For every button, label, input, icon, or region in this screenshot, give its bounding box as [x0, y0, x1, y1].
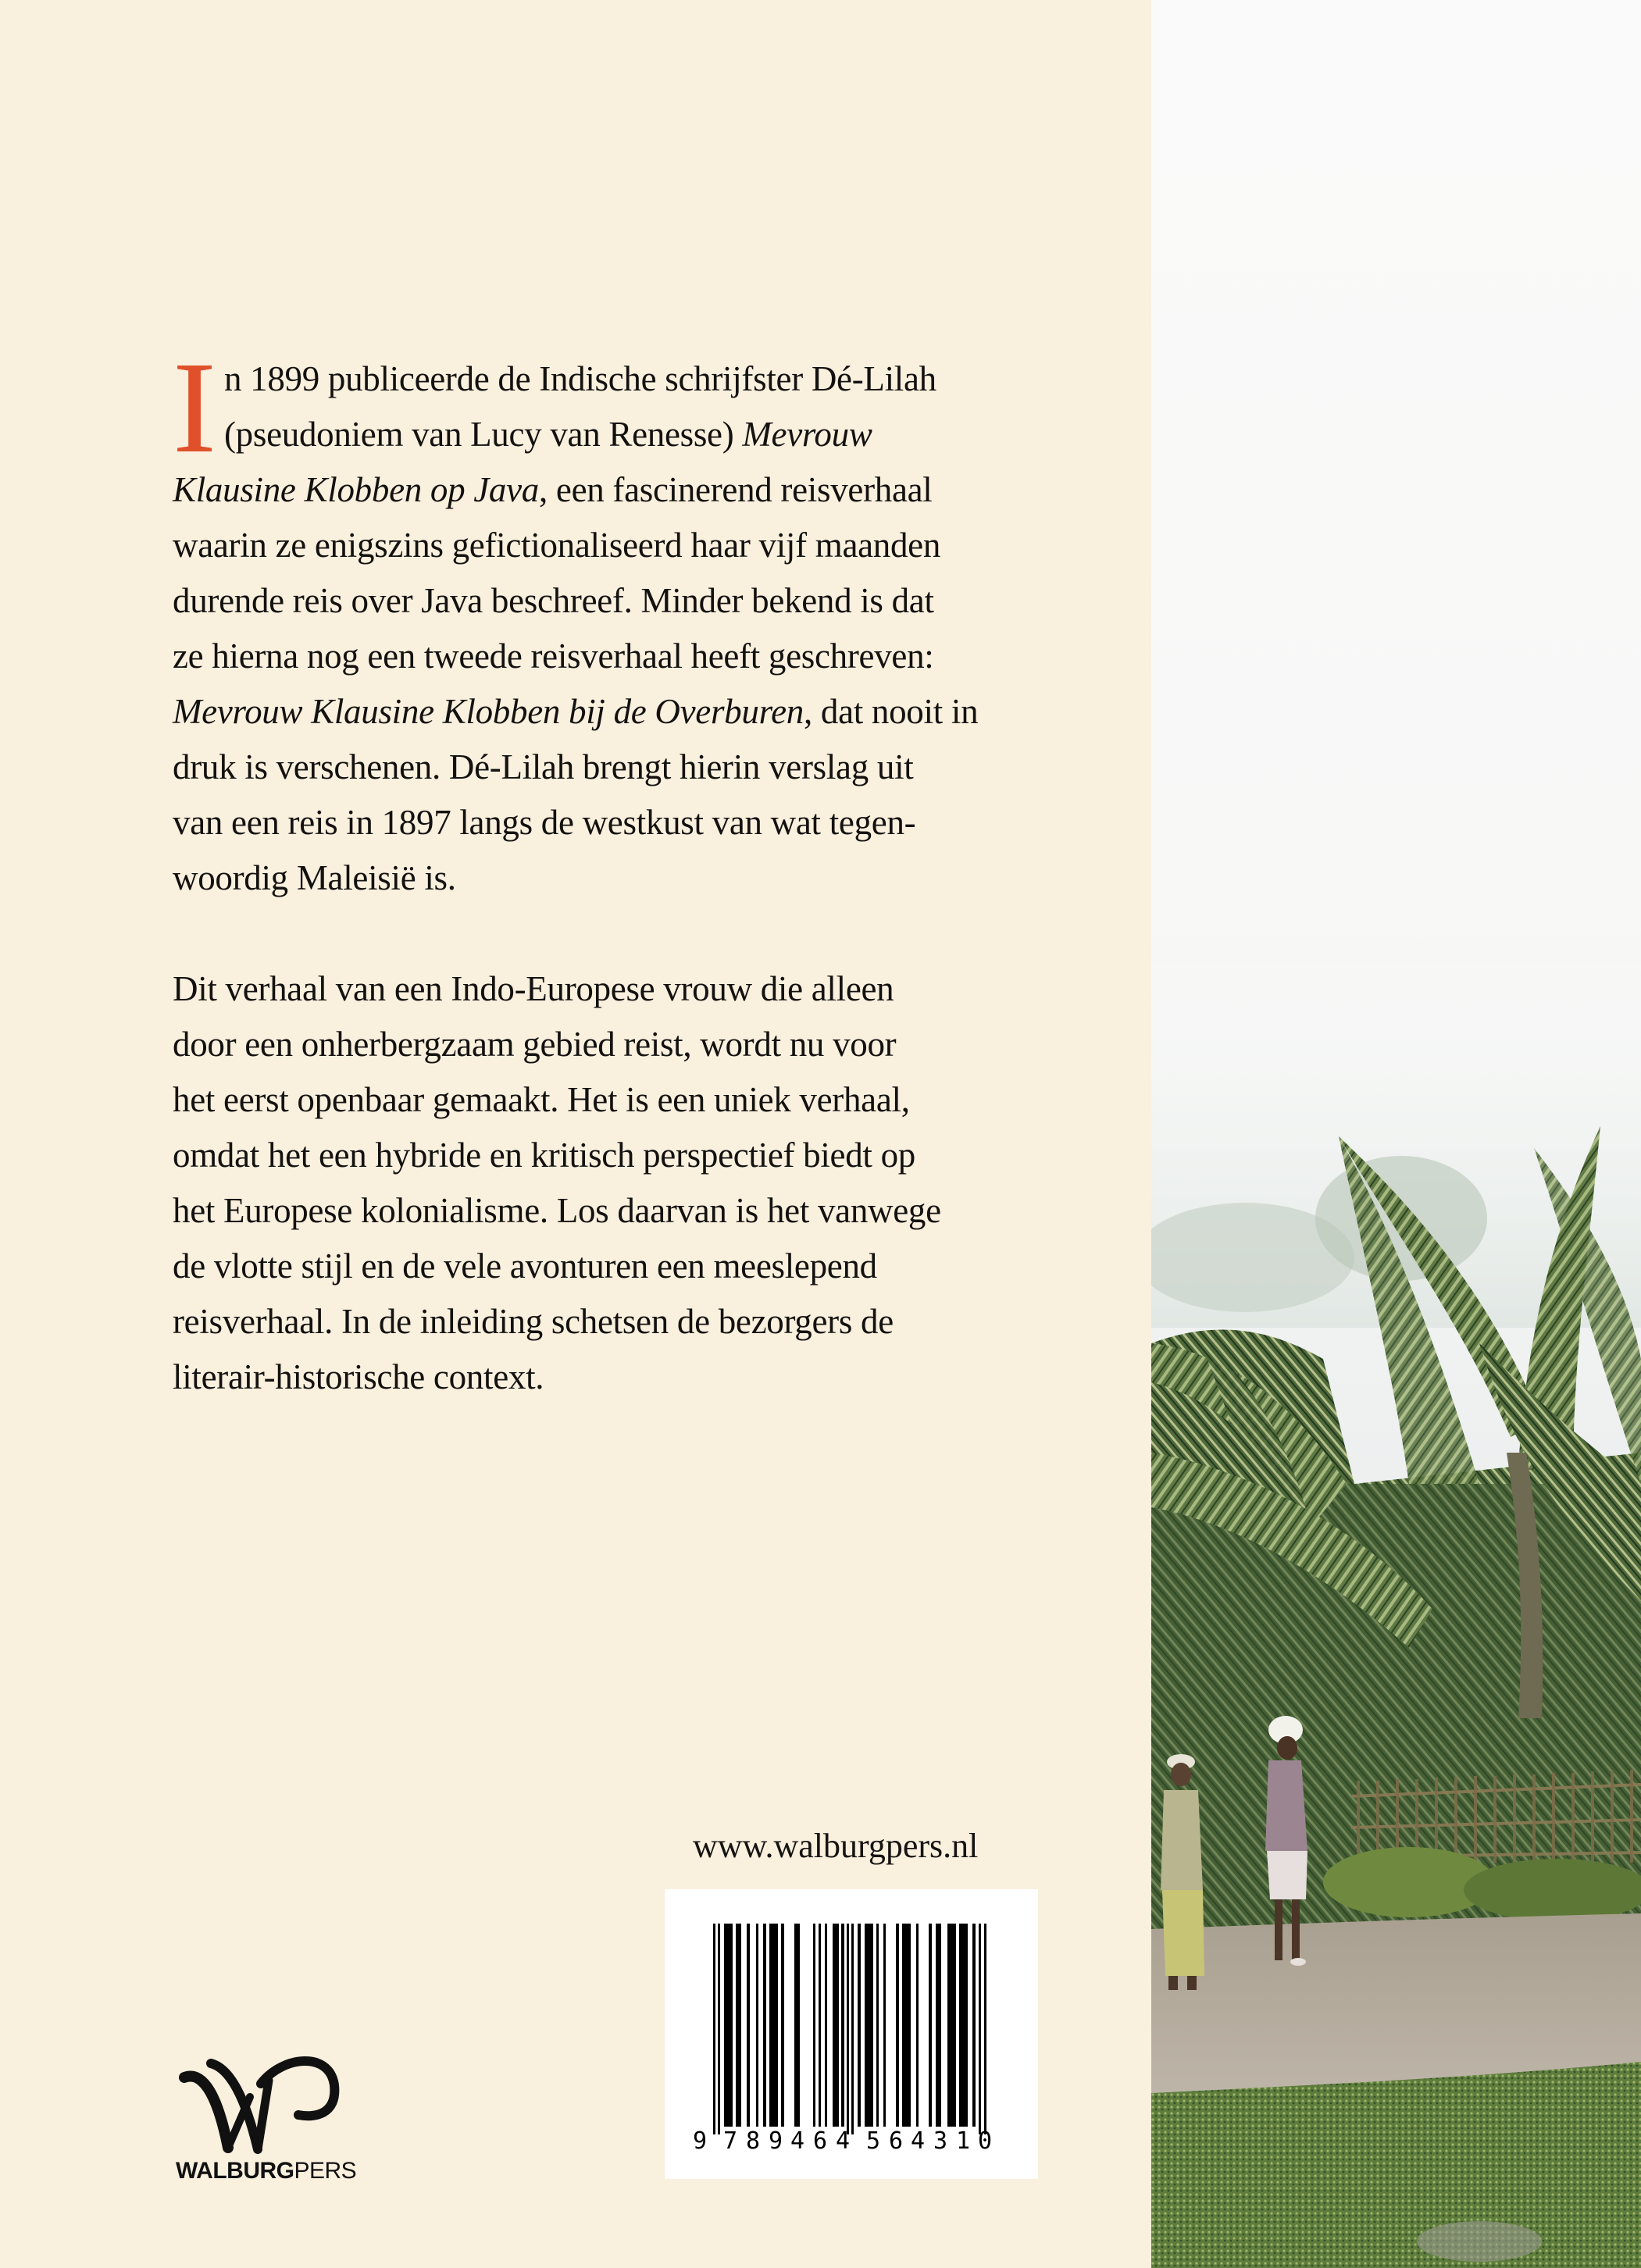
text-line: door een onherbergzaam gebied reist, wordt nu voor — [173, 1025, 897, 1064]
text-run: , een fascinerend reisverhaal — [539, 470, 933, 509]
publisher-url: www.walburgpers.nl — [693, 1827, 979, 1865]
text-line — [173, 351, 1051, 407]
text-run: n 1899 publiceerde de Indische schrijfster Dé-Lilah — [224, 359, 936, 398]
isbn-digit: 4 — [911, 2127, 926, 2155]
text-line — [173, 629, 1051, 684]
text-line: omdat het een hybride en kritisch perspectief biedt op — [173, 1136, 915, 1175]
text-line: het eerst openbaar gemaakt. Het is een uniek verhaal, — [173, 1080, 910, 1119]
text-line — [173, 740, 1051, 795]
blurb-paragraph-1 — [173, 335, 1051, 906]
isbn-digit: 6 — [813, 2127, 828, 2155]
blurb-text — [173, 335, 1051, 1405]
isbn-number — [665, 1889, 1038, 2179]
text-line: literair-historische context. — [173, 1357, 544, 1396]
text-line — [173, 795, 1051, 850]
text-run: druk is verschenen. Dé-Lilah brengt hierin verslag uit — [173, 747, 914, 786]
wordmark-bold: WALBURG — [176, 2158, 294, 2184]
book-title-italic: Klausine Klobben op Java — [173, 470, 539, 509]
cover-photo — [1151, 0, 1641, 2268]
wordmark-regular: PERS — [294, 2158, 357, 2184]
text-line — [173, 518, 1051, 573]
text-run: woordig Maleisië is. — [173, 858, 456, 897]
text-line — [173, 573, 1051, 629]
isbn-digit: 1 — [956, 2127, 971, 2155]
text-run: ze hierna nog een tweede reisverhaal heeft geschreven: — [173, 637, 934, 676]
isbn-digit: 9 — [693, 2127, 708, 2155]
publisher-wordmark — [176, 2159, 356, 2184]
isbn-digit: 0 — [978, 2127, 993, 2155]
book-title-italic: Mevrouw — [742, 415, 872, 454]
isbn-digit: 9 — [769, 2127, 783, 2155]
text-line: Dit verhaal van een Indo-Europese vrouw die alleen — [173, 969, 894, 1008]
text-run: waarin ze enigszins gefictionaliseerd haar vijf maanden — [173, 526, 941, 565]
isbn-digit: 8 — [746, 2127, 761, 2155]
wp-monogram-icon — [173, 2054, 353, 2156]
isbn-digit: 4 — [790, 2127, 805, 2155]
isbn-barcode — [665, 1889, 1038, 2179]
publisher-logo — [173, 2054, 357, 2187]
text-run: , dat nooit in — [803, 692, 979, 731]
blurb-paragraph-2 — [173, 961, 1051, 1405]
isbn-digit: 5 — [866, 2127, 881, 2155]
isbn-digit: 6 — [889, 2127, 904, 2155]
text-line: de vlotte stijl en de vele avonturen een meeslepend — [173, 1246, 877, 1286]
drop-cap: I — [173, 335, 216, 480]
text-run: (pseudoniem van Lucy van Renesse) — [224, 415, 743, 454]
text-line — [173, 407, 1051, 462]
text-run: durende reis over Java beschreef. Minder bekend is dat — [173, 581, 934, 620]
text-line: reisverhaal. In de inleiding schetsen de bezorgers de — [173, 1302, 894, 1341]
text-line — [173, 850, 1051, 906]
isbn-digit: 3 — [933, 2127, 948, 2155]
text-run: van een reis in 1897 langs de westkust van wat tegen- — [173, 803, 916, 842]
isbn-digit: 7 — [723, 2127, 738, 2155]
palm-road-photo-icon — [1151, 0, 1641, 2268]
text-line: het Europese kolonialisme. Los daarvan is het vanwege — [173, 1191, 941, 1230]
text-line — [173, 462, 1051, 518]
isbn-digit: 4 — [836, 2127, 851, 2155]
text-line — [173, 684, 1051, 740]
book-title-italic: Mevrouw Klausine Klobben bij de Overburen — [173, 692, 804, 731]
